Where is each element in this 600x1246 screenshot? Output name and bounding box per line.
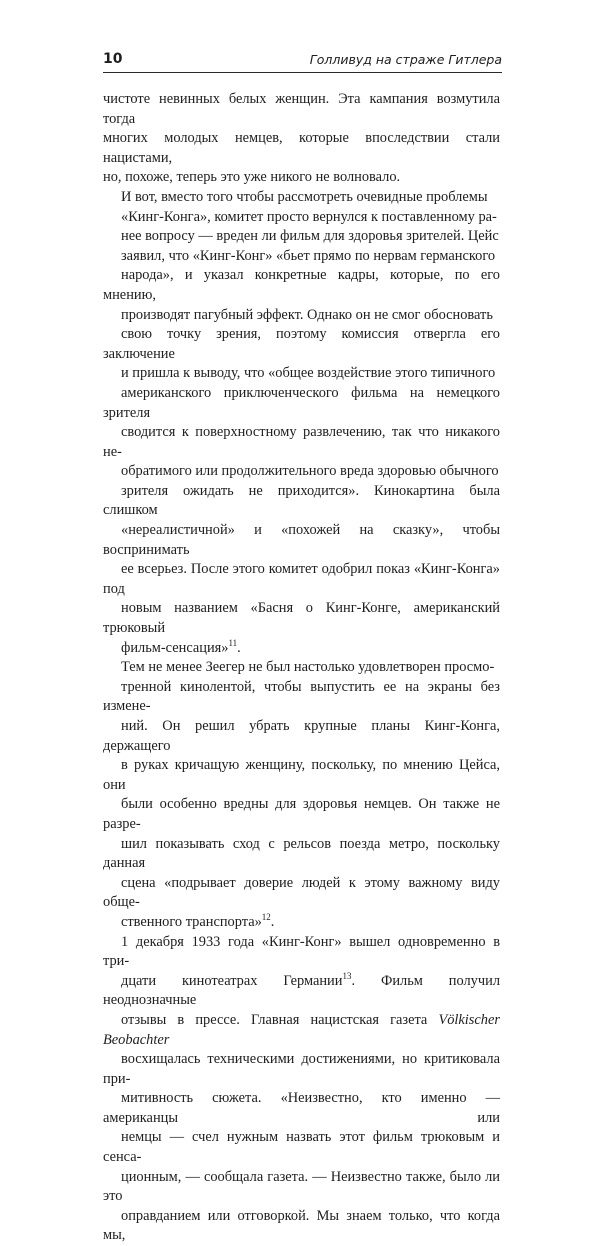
text-line: Тем не менее Зеегер не был настолько удовлетворен просмо- bbox=[121, 659, 495, 676]
text-line: обратимого или продолжительного вреда здоровью обычного bbox=[121, 463, 499, 480]
text-line: были особенно вредны для здоровья немцев. Он также не разре- bbox=[103, 796, 500, 832]
text-line: ционным, — сообщала газета. — Неизвестно также, было ли это bbox=[103, 1168, 500, 1205]
text-line: народа», и указал конкретные кадры, которые, по его мнению, bbox=[103, 267, 500, 303]
text-line: «нереалистичной» и «похожей на сказку», чтобы воспринимать bbox=[103, 522, 500, 558]
text-line: митивность сюжета. «Неизвестно, кто именно — американцы или bbox=[103, 1090, 500, 1126]
text-line: тренной кинолентой, чтобы выпустить ее на экраны без измене- bbox=[103, 678, 500, 715]
text-line: 1 декабря 1933 года «Кинг-Конг» вышел одновременно в три- bbox=[103, 933, 500, 970]
paragraph-1 bbox=[103, 90, 500, 188]
text-line: и пришла к выводу, что «общее воздействие этого типичного bbox=[121, 365, 496, 382]
footnote-marker: 13 bbox=[342, 970, 352, 981]
text-line: американского приключенческого фильма на немецкого зрителя bbox=[103, 384, 500, 421]
paragraph-3 bbox=[103, 658, 500, 932]
text-line: заявил, что «Кинг-Конг» «бьет прямо по нервам германского bbox=[121, 247, 496, 264]
text-line: фильм-сенсация»$^{11}$. bbox=[121, 637, 241, 656]
text-line: ее всерьез. После этого комитет одобрил показ «Кинг-Конга» под bbox=[103, 561, 500, 597]
text-line: чистоте невинных белых женщин. Эта кампания возмутила тогда bbox=[103, 91, 500, 127]
text-line: ственного транспорта»$^{12}$. bbox=[121, 912, 275, 930]
text-fragment: ственного транспорта» bbox=[121, 913, 262, 930]
text-line: оправданием или отговоркой. Мы знаем только, что когда мы, bbox=[103, 1207, 500, 1244]
text-line: шил показывать сход с рельсов поезда метро, поскольку данная bbox=[103, 835, 500, 872]
text-line: в руках кричащую женщину, поскольку, по мнению Цейса, они bbox=[103, 757, 500, 793]
text-line: «Кинг-Конга», комитет просто вернулся к поставленному ра- bbox=[121, 208, 497, 225]
footnote-marker: 12 bbox=[261, 912, 271, 923]
text-line: производят пагубный эффект. Однако он не смог обосновать bbox=[121, 306, 493, 323]
text-line bbox=[103, 972, 500, 1011]
text-line: восхищалась техническими достижениями, но критиковала при- bbox=[103, 1051, 500, 1087]
page-number: 10 bbox=[103, 51, 123, 67]
newspaper-name: Völkischer Beobachter bbox=[103, 1011, 500, 1048]
text-line: но, похоже, теперь это уже никого не волновало. bbox=[103, 169, 401, 186]
page-header bbox=[103, 50, 502, 73]
paragraph-2 bbox=[103, 188, 500, 658]
paragraph-4 bbox=[103, 933, 500, 1246]
footnote-marker: 11 bbox=[228, 637, 238, 648]
text-line: сцена «подрывает доверие людей к этому важному виду обще- bbox=[103, 874, 500, 911]
text-line: многих молодых немцев, которые впоследствии стали нацистами, bbox=[103, 130, 500, 166]
text-line: зрителя ожидать не приходится». Кинокартина была слишком bbox=[103, 482, 500, 519]
text-line: нее вопросу — вреден ли фильм для здоровья зрителей. Цейс bbox=[121, 228, 499, 245]
text-fragment: фильм-сенсация» bbox=[121, 639, 229, 656]
text-line: сводится к поверхностному развлечению, так что никакого не- bbox=[103, 424, 500, 460]
text-line: новым названием «Басня о Кинг-Конге, американский трюковый bbox=[103, 600, 500, 637]
text-line: И вот, вместо того чтобы рассмотреть очевидные проблемы bbox=[121, 188, 488, 205]
text-line: свою точку зрения, поэтому комиссия отвергла его заключение bbox=[103, 326, 500, 362]
text-line bbox=[103, 1011, 500, 1050]
text-fragment: дцати кинотеатрах Германии bbox=[121, 972, 343, 989]
running-title: Голливуд на страже Гитлера bbox=[309, 52, 502, 67]
text-line: немцы — счел нужным назвать этот фильм трюковым и сенса- bbox=[103, 1129, 500, 1166]
text-fragment: . Фильм получил неоднозначные bbox=[103, 972, 500, 1009]
body-text bbox=[103, 90, 500, 1246]
text-line: ний. Он решил убрать крупные планы Кинг-Конга, держащего bbox=[103, 718, 500, 754]
text-fragment: отзывы в прессе. Главная нацистская газета bbox=[121, 1011, 428, 1028]
